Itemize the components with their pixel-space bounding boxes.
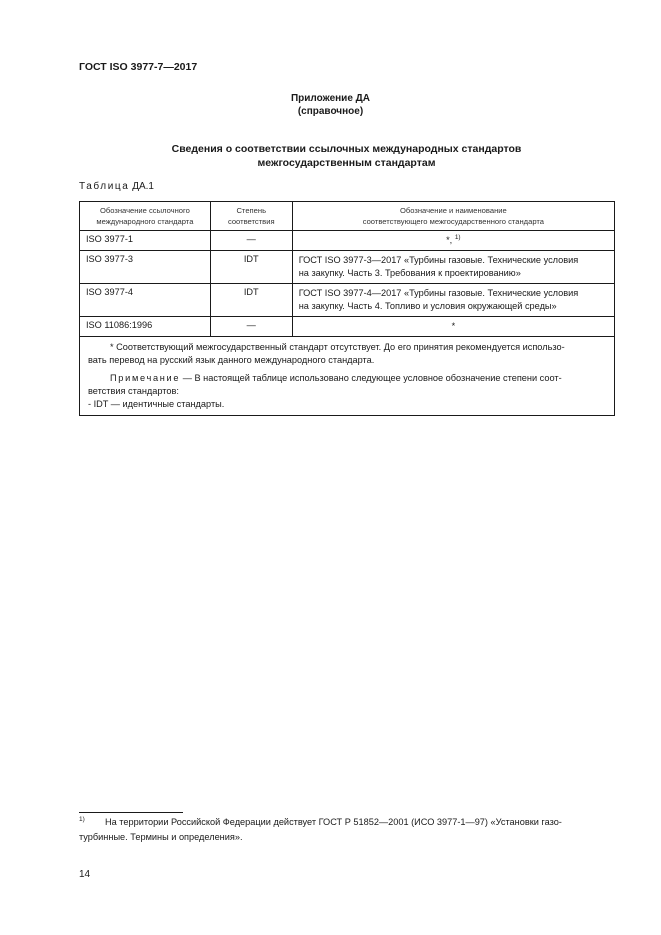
footnote-mark: 1)	[454, 233, 461, 241]
header-col1-line2: международного стандарта	[96, 217, 194, 226]
remark-label: Примечание	[110, 373, 181, 383]
section-title-line1: Сведения о соответствии ссылочных международных стандартов	[171, 143, 522, 155]
footnote-divider	[79, 812, 183, 813]
row-standard: *	[292, 317, 614, 337]
row-standard	[292, 231, 614, 251]
page-number: 14	[79, 869, 91, 880]
asterisk-note-line2: вать перевод на русский язык данного международного стандарта.	[88, 355, 375, 365]
annex-title-text: Приложение ДА	[290, 93, 371, 104]
table-notes	[80, 337, 615, 416]
row-ref: ISO 3977-4	[80, 284, 211, 317]
table-notes-row	[80, 337, 615, 416]
footnote	[79, 815, 615, 845]
document-code: ГОСТ ISO 3977-7—2017	[79, 61, 198, 73]
header-col1-line1: Обозначение ссылочного	[99, 206, 190, 215]
header-col3-line1: Обозначение и наименование	[399, 206, 507, 215]
table-row	[80, 317, 615, 337]
annex-subtitle	[0, 106, 661, 117]
table-remark	[88, 372, 606, 411]
footnote-line2: турбинные. Термины и определения».	[79, 832, 243, 842]
footnote-line1: На территории Российской Федерации действует ГОСТ Р 51852—2001 (ИСО 3977-1—97) «Установки газо-	[105, 817, 562, 827]
row-ref: ISO 11086:1996	[80, 317, 211, 337]
row-degree: —	[210, 231, 292, 251]
header-col2-line1: Степень	[236, 206, 267, 215]
asterisk-note	[88, 341, 606, 367]
table-row	[80, 284, 615, 317]
row-standard-line2: на закупку. Часть 3. Требования к проектированию»	[298, 268, 521, 278]
row-standard-line1: ГОСТ ISO 3977-4—2017 «Турбины газовые. Технические условия	[298, 288, 579, 298]
table-caption-word: Таблица	[79, 181, 130, 192]
table-row	[80, 231, 615, 251]
correspondence-table	[79, 201, 615, 416]
row-degree: —	[210, 317, 292, 337]
header-col3-line2: соответствующего межгосударственного стандарта	[362, 217, 545, 226]
row-standard-line2: на закупку. Часть 4. Топливо и условия окружающей среды»	[298, 301, 557, 311]
table-caption-number: ДА.1	[132, 181, 154, 192]
annex-title	[0, 93, 661, 104]
row-standard	[292, 284, 614, 317]
section-title-line2: межгосударственным стандартам	[257, 157, 436, 169]
row-standard-text: *,	[446, 235, 453, 245]
table-header-row	[80, 202, 615, 231]
row-standard	[292, 251, 614, 284]
header-reference-standard	[80, 202, 211, 231]
asterisk-note-line1: * Соответствующий межгосударственный стандарт отсутствует. До его принятия рекомендуется использо-	[110, 342, 565, 352]
header-col2-line2: соответствия	[227, 217, 275, 226]
remark-line1: — В настоящей таблице использовано следующее условное обозначение степени соот-	[182, 373, 562, 383]
section-title	[0, 142, 661, 170]
table-caption	[79, 181, 154, 192]
header-degree	[210, 202, 292, 231]
remark-line2: ветствия стандартов:	[88, 386, 179, 396]
footnote-marker: 1)	[79, 815, 85, 823]
row-standard-line1: ГОСТ ISO 3977-3—2017 «Турбины газовые. Технические условия	[298, 255, 579, 265]
annex-subtitle-text: (справочное)	[297, 106, 364, 117]
header-interstate-standard	[292, 202, 614, 231]
table-row	[80, 251, 615, 284]
row-degree: IDT	[210, 284, 292, 317]
row-ref: ISO 3977-1	[80, 231, 211, 251]
row-ref: ISO 3977-3	[80, 251, 211, 284]
remark-line3: - IDT — идентичные стандарты.	[88, 399, 225, 409]
row-degree: IDT	[210, 251, 292, 284]
